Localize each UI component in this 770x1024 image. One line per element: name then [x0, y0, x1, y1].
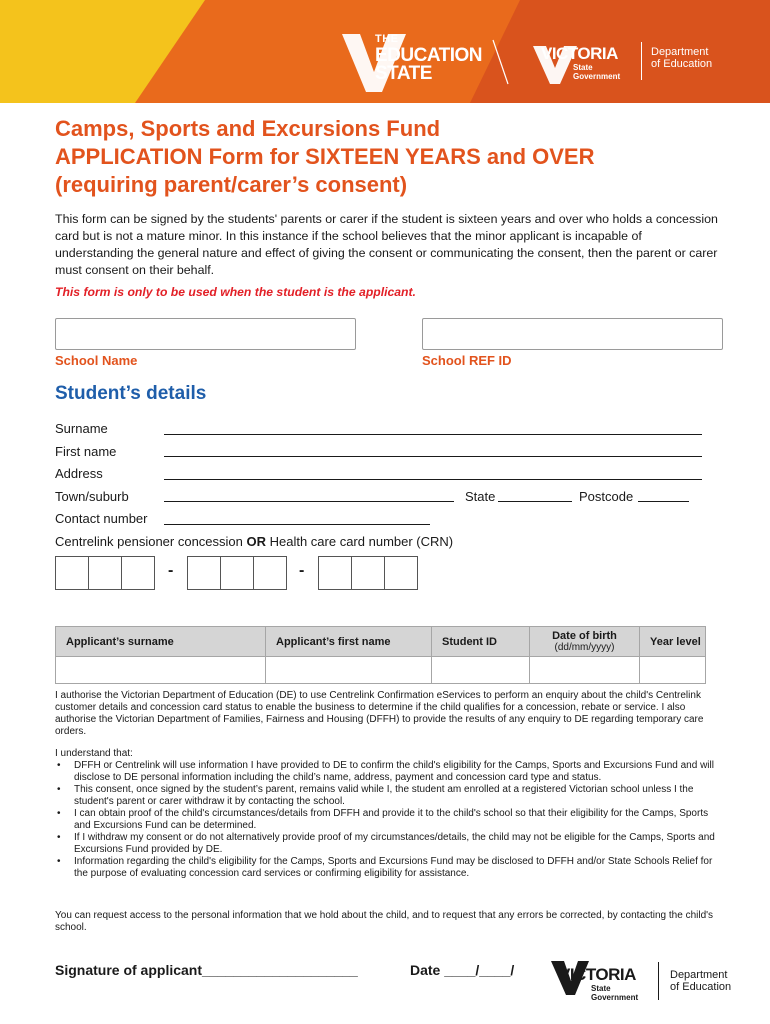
postcode-line[interactable]	[638, 501, 689, 502]
header-banner	[0, 0, 770, 103]
cell-first-name[interactable]	[266, 657, 432, 684]
banner-divider	[641, 42, 642, 80]
footer-sub-government: Government	[591, 993, 639, 1002]
crn-label	[55, 534, 453, 549]
surname-label: Surname	[55, 421, 108, 436]
crn-cell-divider	[351, 557, 352, 589]
crn-cell-divider	[384, 557, 385, 589]
cell-year-level[interactable]	[640, 657, 706, 684]
crn-cell-divider	[88, 557, 89, 589]
col-date-of-birth	[530, 627, 640, 657]
crn-cell-divider	[253, 557, 254, 589]
title-line-3: (requiring parent/carer’s consent)	[55, 172, 408, 197]
col-first-name: Applicant’s first name	[266, 627, 432, 657]
crn-label-pre: Centrelink pensioner concession	[55, 534, 247, 549]
cell-surname[interactable]	[56, 657, 266, 684]
title-line-1: Camps, Sports and Excursions Fund	[55, 116, 441, 141]
footer-victoria-name: VICTORIA	[559, 965, 636, 984]
table-row	[56, 657, 706, 684]
victoria-logo-name: VICTORIA	[541, 44, 618, 63]
surname-line[interactable]	[164, 434, 702, 435]
school-ref-input[interactable]	[422, 318, 723, 350]
list-item: • This consent, once signed by the student’s parent, remains valid while I, the student am enrolled at a registered Victorian school unless I the student's parent or carer withdraw it by contacting the school.	[55, 784, 715, 808]
date-line: ____/____/	[444, 962, 515, 978]
footer-victoria-logo	[549, 957, 649, 1007]
cell-date-of-birth[interactable]	[530, 657, 640, 684]
school-name-label: School Name	[55, 353, 138, 368]
victoria-logo-sub	[573, 63, 620, 81]
crn-separator-2: -	[299, 562, 305, 579]
address-label: Address	[55, 466, 103, 481]
col-dob-label: Date of birth	[552, 630, 617, 642]
access-paragraph: You can request access to the personal information that we hold about the child, and to request that any errors be corrected, by contacting the child's school.	[55, 910, 714, 933]
applicant-table	[55, 626, 706, 684]
logo-text-education: EDUCATION	[375, 45, 483, 66]
list-item: • If I withdraw my consent or do not alternatively provide proof of my circumstances/details, the child may not be eligible for the Camps, Sports and Excursions Fund provided by DE.	[55, 832, 715, 856]
applicant-notice: This form is only to be used when the student is the applicant.	[55, 285, 416, 299]
signature-field[interactable]	[55, 962, 358, 978]
education-state-logo	[340, 30, 510, 90]
crn-label-or: OR	[246, 534, 266, 549]
intro-paragraph: This form can be signed by the students' parents or carer if the student is sixteen years and over who holds a concession card but is not a mature minor. In this instance if the school believes that the minor applicant is incapable of understanding the general nature and effect of giving the consent or communicating the consent, then the parent or carer must consent on their behalf.	[55, 212, 718, 277]
department-line1: Department	[651, 46, 709, 58]
list-item: • DFFH or Centrelink will use information I have provided to DE to confirm the child's eligibility for the Camps, Sports and Excursions Fund and will disclose to DE personal information including the child’s name, address, payment and concession card type and status.	[55, 760, 715, 784]
state-label: State	[465, 489, 496, 504]
footer-victoria-sub	[591, 984, 638, 1002]
col-dob-format: (dd/mm/yyyy)	[554, 642, 615, 653]
form-title	[55, 115, 735, 199]
date-field[interactable]	[410, 962, 514, 978]
school-ref-label: School REF ID	[422, 353, 512, 368]
understand-heading: I understand that:	[55, 748, 133, 759]
first-name-label: First name	[55, 444, 117, 459]
department-line2: of Education	[651, 58, 713, 70]
crn-group-1[interactable]	[55, 556, 155, 590]
victoria-logo	[533, 38, 633, 88]
crn-group-2[interactable]	[187, 556, 287, 590]
crn-separator-1: -	[168, 562, 174, 579]
address-line[interactable]	[164, 479, 702, 480]
list-item: • I can obtain proof of the child's circumstances/details from DFFH and provide it to the child's school so that their eligibility for the Camps, Sports and Excursions Fund can be determined.	[55, 808, 715, 832]
list-item: • Information regarding the child's eligibility for the Camps, Sports and Excursions Fund may be disclosed to DFFH and/or State Schools Relief for the purpose of evaluating concession card services or confirming eligibility for assistance.	[55, 856, 715, 880]
understand-list	[55, 760, 715, 880]
footer-department	[670, 969, 731, 993]
cell-student-id[interactable]	[432, 657, 530, 684]
footer-sub-state: State	[591, 984, 611, 993]
date-label: Date	[410, 962, 441, 978]
title-line-2: APPLICATION Form for SIXTEEN YEARS and OVER	[55, 144, 595, 169]
footer-department-line1: Department	[670, 969, 728, 981]
signature-line: ____________________	[202, 962, 358, 978]
students-details-heading: Student’s details	[55, 383, 207, 404]
logo-sub-state: State	[573, 63, 593, 72]
col-year-level: Year level	[640, 627, 706, 657]
town-line[interactable]	[164, 501, 454, 502]
department-label	[651, 46, 712, 70]
signature-label: Signature of applicant	[55, 962, 203, 978]
logo-sub-government: Government	[573, 72, 621, 81]
authorise-paragraph: I authorise the Victorian Department of Education (DE) to use Centrelink Confirmation eServices to perform an enquiry about the child's Centrelink customer details and concession card status to enable the business to determine if the child qualifies for a concession, rebate or service. I also authorise the Victorian Department of Families, Fairness and Housing (DFFH) to provide the results of any enquiry to DE regarding temporary care orders.	[55, 690, 704, 737]
school-name-input[interactable]	[55, 318, 356, 350]
col-surname: Applicant’s surname	[56, 627, 266, 657]
logo-text-the: THE	[375, 33, 399, 45]
table-header-row	[56, 627, 706, 657]
footer-department-line2: of Education	[670, 981, 732, 993]
town-label: Town/suburb	[55, 489, 129, 504]
crn-group-3[interactable]	[318, 556, 418, 590]
state-line[interactable]	[498, 501, 572, 502]
postcode-label: Postcode	[579, 489, 634, 504]
footer-divider	[658, 962, 659, 1000]
logo-text-state: STATE	[375, 63, 432, 84]
crn-cell-divider	[121, 557, 122, 589]
crn-label-post: Health care card number (CRN)	[266, 534, 454, 549]
first-name-line[interactable]	[164, 456, 702, 457]
col-student-id: Student ID	[432, 627, 530, 657]
contact-label: Contact number	[55, 511, 148, 526]
crn-cell-divider	[220, 557, 221, 589]
contact-line[interactable]	[164, 524, 430, 525]
